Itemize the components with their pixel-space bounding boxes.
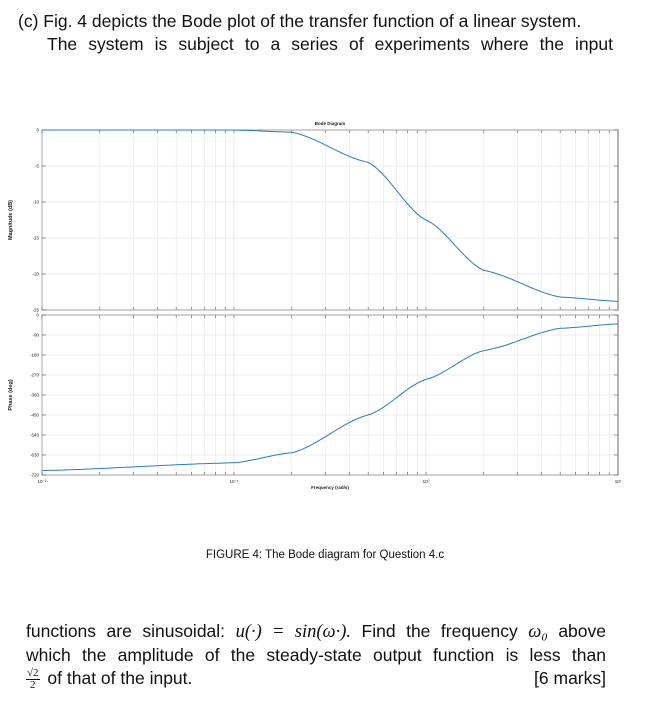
y-tick-label: -15 <box>32 235 39 241</box>
x-tick-label: 10⁻² <box>37 479 47 484</box>
caption-text: The Bode diagram for Question 4.c <box>265 549 445 561</box>
question-line-3 <box>26 667 606 691</box>
y-tick-label: -20 <box>32 271 39 277</box>
y-tick-label: -25 <box>32 307 39 313</box>
y-tick-label: 0 <box>36 127 39 133</box>
y-axis-label: Phase (deg) <box>8 379 14 411</box>
y-tick-label: -630 <box>29 452 39 458</box>
y-tick-label: -270 <box>29 372 39 378</box>
y-tick-label: -540 <box>29 432 39 438</box>
y-tick-label: -180 <box>29 352 39 358</box>
question-text-b: Find the frequency <box>361 621 518 641</box>
x-tick-label: 10⁻¹ <box>229 479 239 484</box>
question-line-2: which the amplitude of the steady-state output function is less than <box>26 645 606 665</box>
question-text-a: functions are sinusoidal: <box>26 621 226 641</box>
fraction-numerator: √2 <box>27 666 39 679</box>
y-tick-label: -720 <box>29 472 39 478</box>
bode-figure <box>0 112 650 497</box>
y-tick-label: -450 <box>29 412 39 418</box>
figure-caption <box>0 549 650 561</box>
y-tick-label: -360 <box>29 392 39 398</box>
y-tick-label: -90 <box>32 332 39 338</box>
x-tick-label: 10¹ <box>614 479 622 484</box>
y-tick-label: 0 <box>36 312 39 318</box>
x-tick-label: 10⁰ <box>422 479 430 484</box>
intro-line-2: The system is subject to a series of experiments where the input <box>47 34 613 54</box>
intro-paragraph <box>18 10 613 56</box>
math-fraction <box>26 668 40 691</box>
y-tick-label: -10 <box>32 199 39 205</box>
question-text-d: of that of the input. <box>47 668 193 688</box>
y-axis-label: Magnitude (dB) <box>8 199 14 241</box>
question-paragraph <box>26 620 606 691</box>
intro-line-1: (c) Fig. 4 depicts the Bode plot of the transfer function of a linear system. <box>18 11 582 31</box>
math-omega0: ω₀ <box>528 622 548 642</box>
question-text-c: above <box>558 621 606 641</box>
x-axis-label: Frequency (rad/s) <box>311 485 349 490</box>
y-tick-label: -5 <box>34 163 39 169</box>
question-line-1 <box>26 620 606 644</box>
math-input-function: u(·) = sin(ω·). <box>235 622 352 642</box>
chart-title: Bode Diagram <box>314 121 346 126</box>
marks-label: [6 marks] <box>534 668 606 688</box>
fraction-denominator: 2 <box>30 678 36 691</box>
plot-frame-1 <box>42 130 618 310</box>
caption-label: FIGURE 4: <box>205 549 263 561</box>
